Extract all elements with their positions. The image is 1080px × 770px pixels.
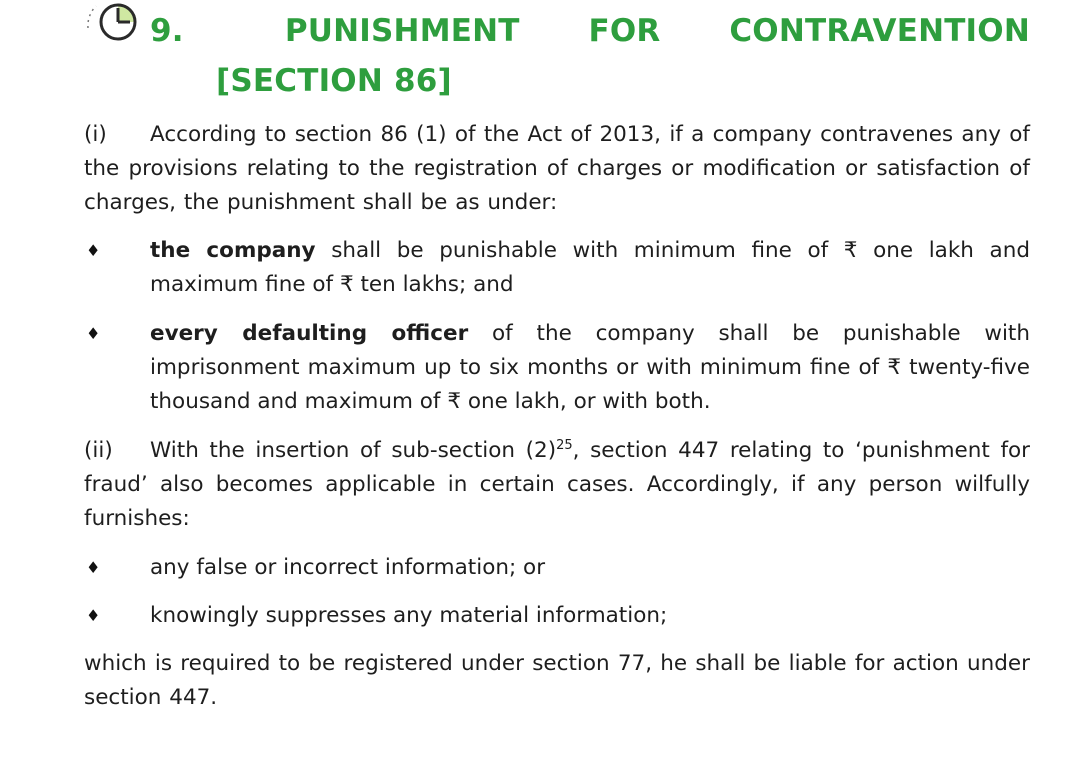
section-heading	[150, 10, 1030, 99]
paragraph-text: , section 447 relating to ‘punishment for fraud’ also becomes applicable in certain cases. Accordingly, if any person wilfully furnishes:	[84, 438, 1031, 531]
heading-word-contravention: CONTRAVENTION	[729, 13, 1030, 49]
bullet-text: any false or incorrect information; or	[150, 555, 546, 580]
paragraph-i	[84, 118, 1030, 220]
paragraph-text: With the insertion of sub-section (2)	[150, 438, 557, 463]
bullet-text: of the company shall be punishable with imprisonment maximum up to six months or with minimum fine of ₹ twenty-five thousand and maximum of ₹ one lakh, or with both.	[150, 321, 1030, 414]
heading-section-ref: [SECTION 86]	[216, 63, 452, 99]
clock-icon	[82, 0, 138, 48]
paragraph-marker: (ii)	[84, 438, 113, 463]
bullet-bold-text: every defaulting officer	[150, 321, 469, 346]
diamond-bullet-icon: ♦	[86, 324, 101, 343]
heading-word-for: FOR	[588, 13, 661, 49]
heading-number: 9.	[150, 13, 184, 49]
paragraph-ii	[84, 434, 1030, 536]
bullet-text: shall be punishable with minimum fine of ₹ one lakh and maximum fine of ₹ ten lakhs; and	[150, 238, 1030, 297]
diamond-bullet-icon: ♦	[86, 241, 101, 260]
paragraph-marker: (i)	[84, 122, 107, 147]
diamond-bullet-icon: ♦	[86, 558, 101, 577]
footnote-ref: 25	[556, 437, 573, 453]
diamond-bullet-icon: ♦	[86, 606, 101, 625]
closing-paragraph: which is required to be registered under section 77, he shall be liable for action under section 447.	[84, 651, 1030, 710]
bullet-bold-text: the company	[150, 238, 316, 263]
heading-word-punishment: PUNISHMENT	[284, 13, 520, 49]
paragraph-text: According to section 86 (1) of the Act of 2013, if a company contravenes any of the provisions relating to the registration of charges or modification or satisfaction of charges, the punishment shall be as under:	[84, 122, 1030, 215]
bullet-text: knowingly suppresses any material information;	[150, 603, 668, 628]
